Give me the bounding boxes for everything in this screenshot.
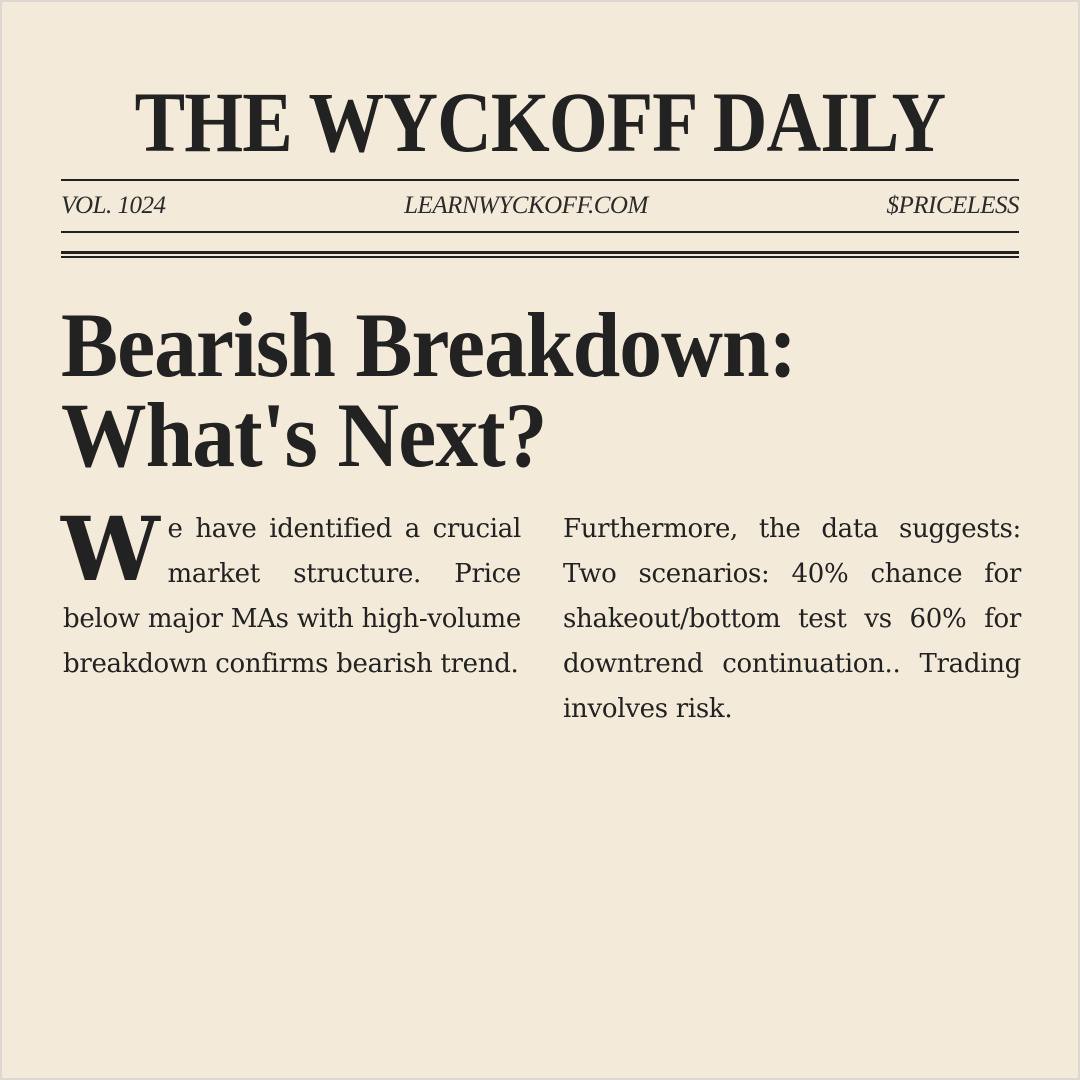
column-2-text: Furthermore, the data suggests: Two scenarios: 40% chance for shakeout/bottom test vs 60% for downtrend continuation.. Trading involves risk. [563,514,1021,724]
article-column-2 [563,507,1021,732]
website-label: LEARNWYCKOFF.COM [404,192,648,219]
headline-line-2: What's Next? [61,384,547,486]
article-body [61,497,1021,732]
masthead-bottom-rule [61,231,1019,233]
column-1-text: e have identified a crucial market structure. Price below major MAs with high-volume breakdown confirms bearish trend. [63,514,521,679]
price-label: $PRICELESS [886,192,1019,219]
double-rule-thin [61,256,1019,258]
article-column-1 [61,497,521,732]
newspaper-page [2,2,1078,1078]
headline-line-1: Bearish Breakdown: [61,294,797,396]
article-headline [61,294,952,486]
masthead-top-rule [61,179,1019,181]
drop-cap: W [61,497,160,601]
masthead-title: THE WYCKOFF DAILY [134,74,946,170]
masthead-meta-bar [61,188,1019,224]
volume-label: VOL. 1024 [61,192,166,219]
double-rule-thick [61,251,1019,254]
